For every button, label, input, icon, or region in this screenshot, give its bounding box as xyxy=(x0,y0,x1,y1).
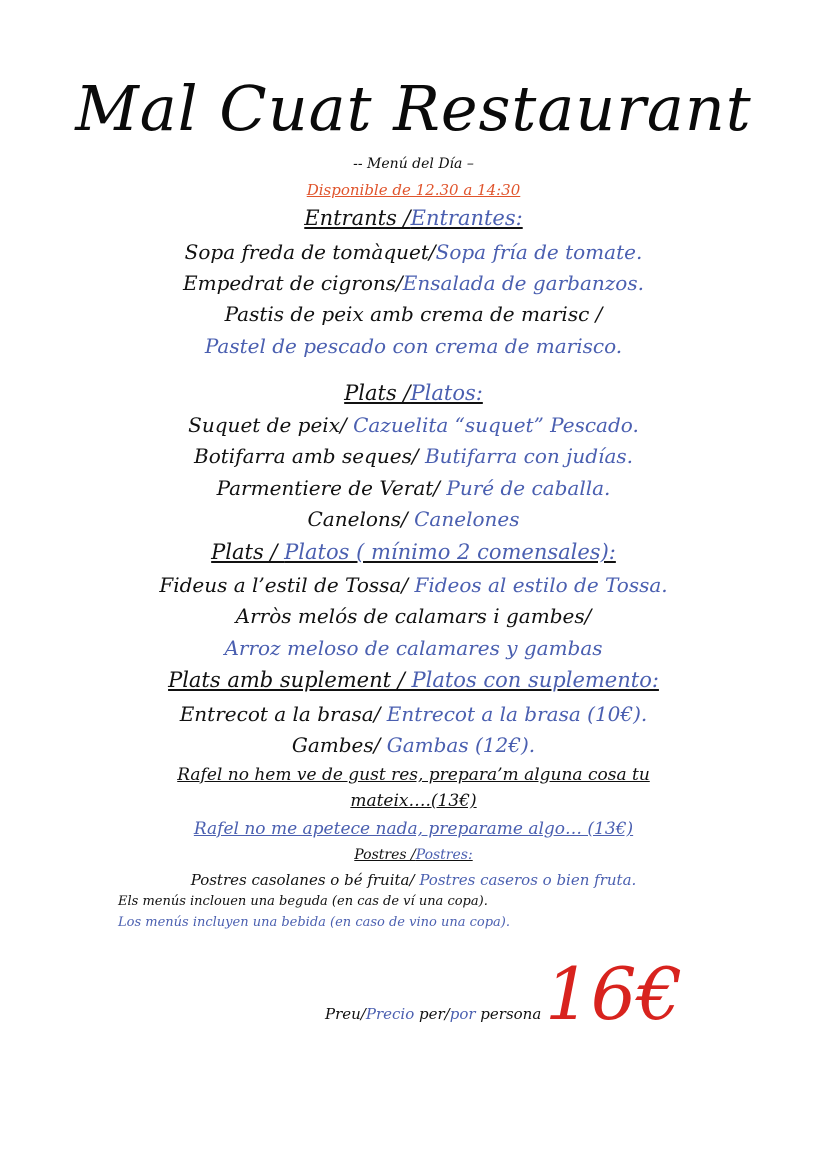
price-label: Preu/Precio per/por persona xyxy=(325,1005,542,1023)
drink-note-catalan: Els menús inclouen una beguda (en cas de ví una copa). xyxy=(118,894,488,909)
menu-item: Empedrat de cigrons/Ensalada de garbanzos. xyxy=(183,271,644,295)
menu-item: Pastis de peix amb crema de marisc / xyxy=(224,302,603,326)
menu-item: Entrecot a la brasa/ Entrecot a la brasa (10€). xyxy=(179,702,648,726)
section-header-mains: Plats /Platos: xyxy=(344,381,483,405)
menu-item-desserts: Postres casolanes o bé fruita/ Postres caseros o bien fruta. xyxy=(190,871,637,889)
section-header-desserts: Postres /Postres: xyxy=(354,847,473,863)
section-header-supplement: Plats amb suplement / Platos con suplemento: xyxy=(168,668,659,692)
special-item-spanish: Rafel no me apetece nada, preparame algo… (13€) xyxy=(193,819,634,839)
menu-item: Arroz meloso de calamares y gambas xyxy=(224,636,603,660)
availability-hours: Disponible de 12.30 a 14:30 xyxy=(306,181,521,199)
special-item-catalan-line1: Rafel no hem ve de gust res, prepara’m alguna cosa tu xyxy=(177,765,650,785)
menu-item: Botifarra amb seques/ Butifarra con judías. xyxy=(194,444,633,468)
menu-item: Pastel de pescado con crema de marisco. xyxy=(204,334,623,358)
menu-item: Parmentiere de Verat/ Puré de caballa. xyxy=(216,476,611,500)
price-amount: 16€ xyxy=(545,952,683,1036)
drink-note-spanish: Los menús incluyen una bebida (en caso de vino una copa). xyxy=(118,915,510,930)
menu-item: Suquet de peix/ Cazuelita “suquet” Pescado. xyxy=(188,413,639,437)
menu-item: Sopa freda de tomàquet/Sopa fría de tomate. xyxy=(184,240,643,264)
menu-item: Arròs melós de calamars i gambes/ xyxy=(235,604,592,628)
menu-subtitle: -- Menú del Día – xyxy=(353,156,474,172)
menu-item: Canelons/ Canelones xyxy=(307,507,520,531)
section-header-for-two: Plats / Platos ( mínimo 2 comensales): xyxy=(211,540,616,564)
section-header-starters: Entrants /Entrantes: xyxy=(304,206,523,230)
menu-item: Gambes/ Gambas (12€). xyxy=(291,733,536,757)
menu-item: Fideus a l’estil de Tossa/ Fideos al estilo de Tossa. xyxy=(159,573,668,597)
special-item-catalan-line2: mateix….(13€) xyxy=(350,791,477,811)
restaurant-title: Mal Cuat Restaurant xyxy=(75,72,752,145)
